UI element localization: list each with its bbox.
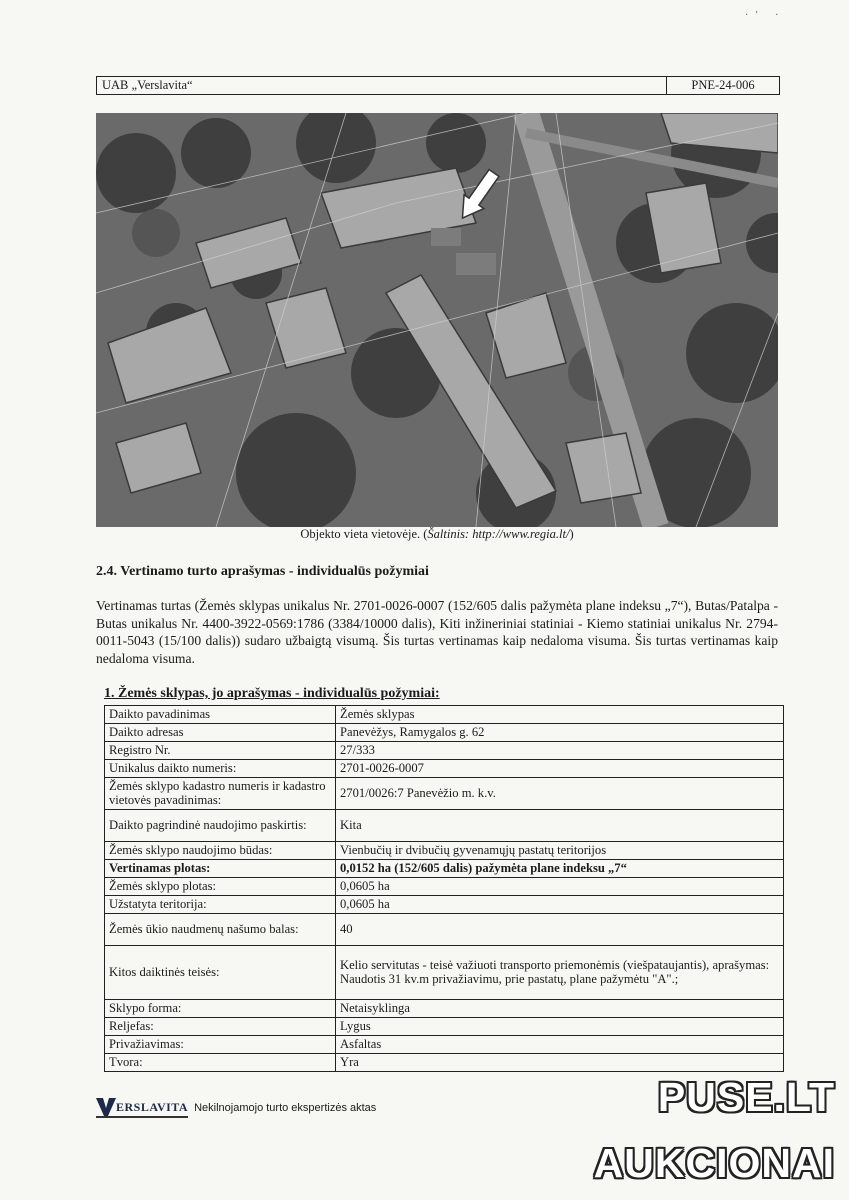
- row-value: Kelio servitutas - teisė važiuoti transporto priemonėmis (viešpataujantis), aprašymas: Naudotis 31 kv.m privažiavimu, prie pastatų, plane pažymėtu "A".;: [336, 946, 784, 1000]
- table-row: [105, 842, 784, 860]
- subsection-title: 1. Žemės sklypas, jo aprašymas - individualūs požymiai:: [104, 686, 440, 701]
- table-row: [105, 706, 784, 724]
- property-table: [104, 705, 784, 1072]
- row-key: Daikto pagrindinė naudojimo paskirtis:: [105, 810, 336, 842]
- row-value: 2701-0026-0007: [336, 760, 784, 778]
- document-code: PNE-24-006: [691, 78, 755, 92]
- row-value: Lygus: [336, 1018, 784, 1036]
- row-value: Vienbučių ir dvibučių gyvenamųjų pastatų teritorijos: [336, 842, 784, 860]
- table-row: [105, 914, 784, 946]
- row-value: 27/333: [336, 742, 784, 760]
- row-key: Žemės ūkio naudmenų našumo balas:: [105, 914, 336, 946]
- table-row: [105, 878, 784, 896]
- logo-v-icon: [96, 1098, 116, 1116]
- caption-source: Šaltinis: http://www.regia.lt/: [427, 527, 570, 541]
- row-key: Kitos daiktinės teisės:: [105, 946, 336, 1000]
- table-row: [105, 778, 784, 810]
- row-key: Registro Nr.: [105, 742, 336, 760]
- table-row: [105, 742, 784, 760]
- row-value: Asfaltas: [336, 1036, 784, 1054]
- company-name: UAB „Verslavita“: [97, 77, 667, 94]
- table-row: [105, 896, 784, 914]
- watermark-line-1: PUSE.LT: [657, 1074, 835, 1120]
- table-row: [105, 946, 784, 1000]
- row-key: Privažiavimas:: [105, 1036, 336, 1054]
- verslavita-logo: [96, 1098, 188, 1118]
- row-value: Žemės sklypas: [336, 706, 784, 724]
- page-header: [96, 76, 780, 95]
- table-row: [105, 860, 784, 878]
- table-row: [105, 1036, 784, 1054]
- row-value: Panevėžys, Ramygalos g. 62: [336, 724, 784, 742]
- aerial-photo: [96, 113, 778, 527]
- footer-label: Nekilnojamojo turto ekspertizės aktas: [194, 1102, 377, 1114]
- row-key: Vertinamas plotas:: [105, 860, 336, 878]
- row-key: Užstatyta teritorija:: [105, 896, 336, 914]
- table-row: [105, 724, 784, 742]
- row-value: Netaisyklinga: [336, 1000, 784, 1018]
- row-value: 0,0152 ha (152/605 dalis) pažymėta plane indeksu „7“: [336, 860, 784, 878]
- table-row: [105, 1018, 784, 1036]
- row-key: Tvora:: [105, 1054, 336, 1072]
- table-row: [105, 760, 784, 778]
- watermark-line-2: AUKCIONAI: [593, 1140, 835, 1186]
- row-key: Unikalus daikto numeris:: [105, 760, 336, 778]
- photo-caption: Objekto vieta vietovėje. (Šaltinis: http://www.regia.lt/): [300, 527, 574, 541]
- row-key: Žemės sklypo plotas:: [105, 878, 336, 896]
- row-value: 0,0605 ha: [336, 878, 784, 896]
- row-key: Daikto pavadinimas: [105, 706, 336, 724]
- scan-specks: · ' ·: [745, 10, 779, 21]
- row-key: Reljefas:: [105, 1018, 336, 1036]
- table-row: [105, 1000, 784, 1018]
- logo-text: ERSLAVITA: [116, 1099, 189, 1114]
- row-key: Žemės sklypo kadastro numeris ir kadastro vietovės pavadinimas:: [105, 778, 336, 810]
- table-row: [105, 810, 784, 842]
- row-key: Daikto adresas: [105, 724, 336, 742]
- row-value: 0,0605 ha: [336, 896, 784, 914]
- section-title: 2.4. Vertinamo turto aprašymas - individualūs požymiai: [96, 564, 429, 579]
- page-footer: [96, 1098, 376, 1118]
- row-value: 2701/0026:7 Panevėžio m. k.v.: [336, 778, 784, 810]
- row-value: Yra: [336, 1054, 784, 1072]
- row-key: Sklypo forma:: [105, 1000, 336, 1018]
- row-value: 40: [336, 914, 784, 946]
- row-key: Žemės sklypo naudojimo būdas:: [105, 842, 336, 860]
- description-paragraph: Vertinamas turtas (Žemės sklypas unikalus Nr. 2701-0026-0007 (152/605 dalis pažymėta plane indeksu „7“), Butas/Patalpa - Butas unikalus Nr. 4400-3922-0569:1786 (3384/10000 dalis), Kiti inžineriniai statiniai - Kiemo statiniai unikalus Nr. 2794-0011-5043 (15/100 dalis)) sudaro užbaigtą visumą. Šis turtas vertinamas kaip nedaloma visuma. Šis turtas vertinamas kaip nedaloma visuma.: [96, 598, 778, 666]
- table-row: [105, 1054, 784, 1072]
- row-value: Kita: [336, 810, 784, 842]
